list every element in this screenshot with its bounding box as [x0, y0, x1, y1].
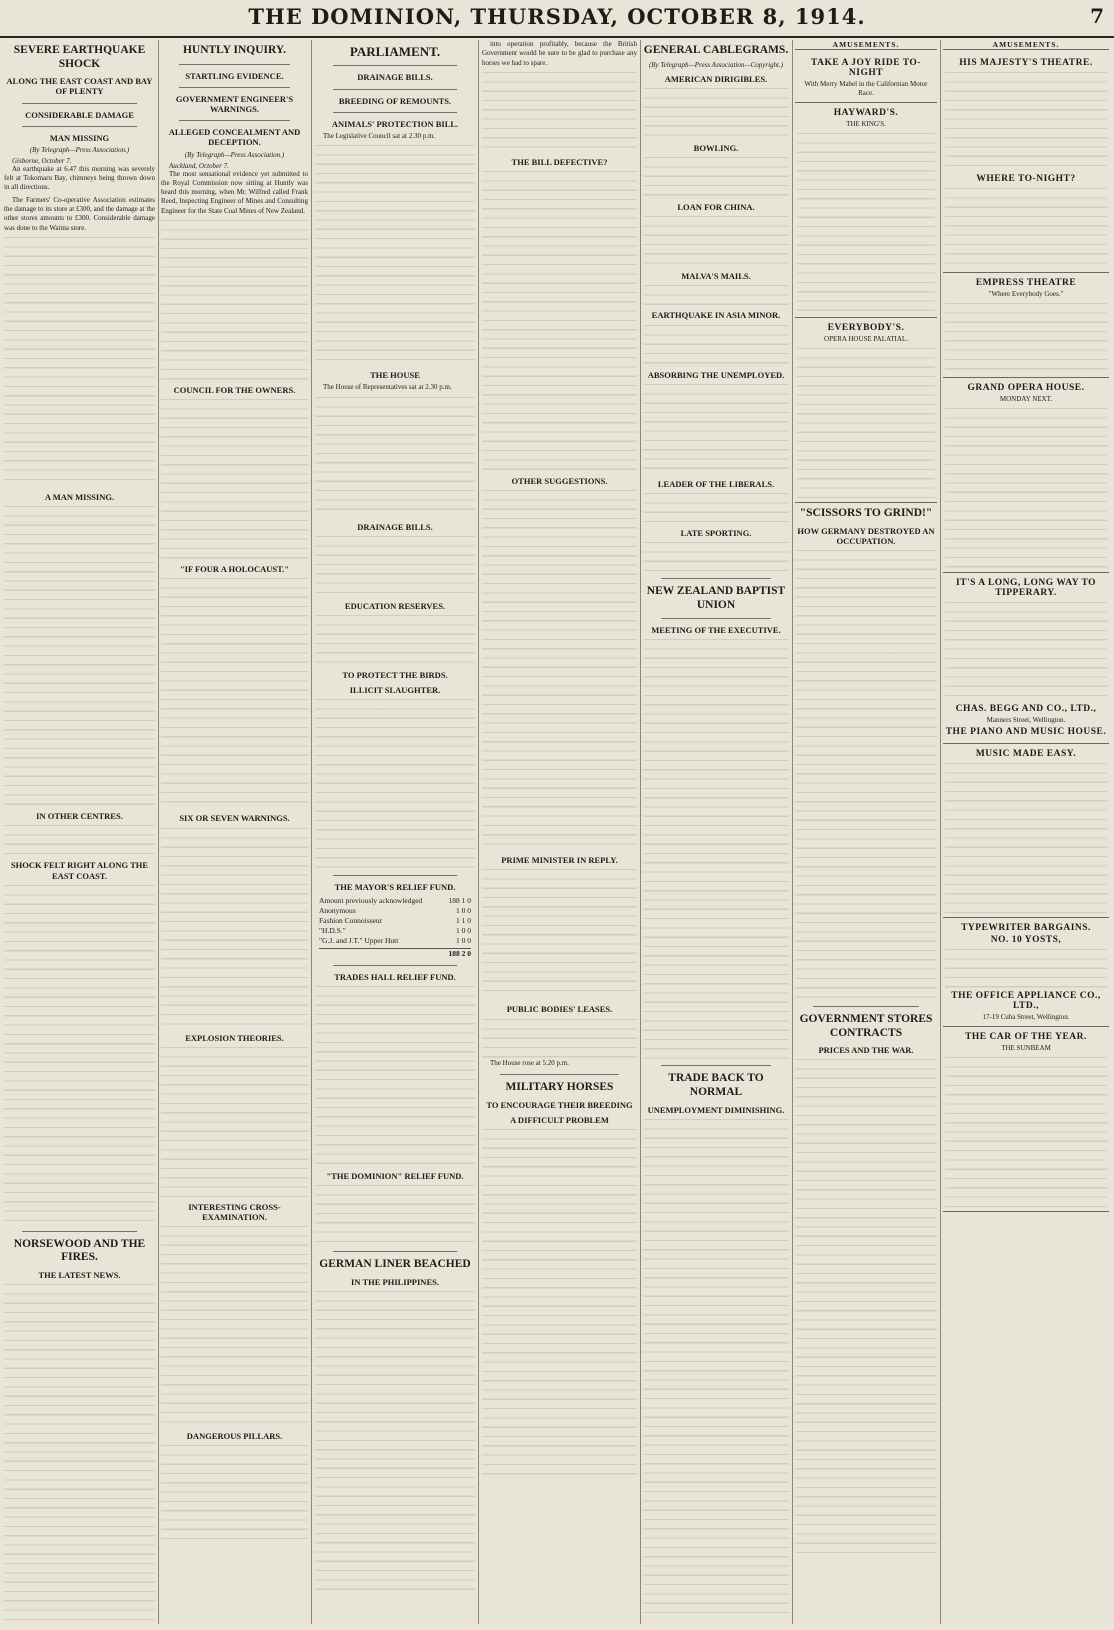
body-text-block: [482, 171, 637, 471]
ad-body: [797, 133, 935, 313]
column-rule: [940, 40, 941, 1624]
fund-amount: 1 1 0: [456, 915, 471, 925]
article-subhead: UNEMPLOYMENT DIMINISHING.: [647, 1104, 785, 1115]
column-rule: [311, 40, 312, 1624]
column-5: [643, 40, 789, 1624]
divider: [661, 618, 771, 619]
divider: [179, 64, 290, 65]
byline: (By Telegraph—Press Association.): [29, 145, 130, 154]
body-text-block: [315, 699, 475, 869]
body-text-block: [4, 237, 155, 487]
byline: (By Telegraph—Press Association—Copyright.): [648, 60, 784, 69]
divider: [22, 1231, 137, 1232]
ad-text: "Where Everybody Goes.": [988, 290, 1064, 298]
ad-text: THE KING'S.: [846, 120, 886, 128]
ad-headline: GRAND OPERA HOUSE.: [967, 383, 1085, 393]
article-paragraph: The most sensational evidence yet submitted to the Royal Commission now sitting at Huntly was heard this morning, when Mr. Wilfred called Frank Reed, Inspecting Engineer of Mines and Consulting Engineer for the State Coal Mines of New Zealand.: [161, 169, 308, 215]
table-row: [319, 906, 471, 916]
article-subhead: THE BILL DEFECTIVE?: [511, 156, 608, 167]
advertisement: [943, 273, 1109, 378]
divider: [661, 1065, 771, 1066]
body-text-block: [643, 157, 789, 197]
body-text-block: [643, 493, 789, 523]
article-subhead: PRICES AND THE WAR.: [818, 1045, 914, 1056]
article-subhead: PRIME MINISTER IN REPLY.: [501, 855, 618, 866]
masthead-title: THE DOMINION, THURSDAY, OCTOBER 8, 1914.: [248, 4, 866, 29]
article-subhead: EXPLOSION THEORIES.: [185, 1032, 284, 1043]
article-subhead: DRAINAGE BILLS.: [357, 72, 433, 83]
article-subhead: ANIMALS' PROTECTION BILL.: [331, 118, 459, 129]
article-subhead: LOAN FOR CHINA.: [677, 201, 755, 212]
advertisement: [943, 1027, 1109, 1212]
ad-body: [945, 1057, 1107, 1207]
article-subhead: BREEDING OF REMOUNTS.: [338, 95, 452, 106]
article-headline: NEW ZEALAND BAPTIST UNION: [646, 585, 786, 611]
dateline: Auckland, October 7.: [169, 161, 229, 170]
fund-amount: 1 0 0: [456, 935, 471, 945]
body-text-block: [315, 1185, 475, 1245]
article-subhead: AMERICAN DIRIGIBLES.: [664, 73, 768, 84]
section-heading: AMUSEMENTS.: [943, 40, 1109, 50]
body-text-block: [161, 1047, 308, 1197]
ad-text: OPERA HOUSE PALATIAL.: [824, 335, 908, 343]
article-subhead: DANGEROUS PILLARS.: [186, 1431, 283, 1442]
advertisement: [795, 318, 937, 503]
ad-body: [945, 72, 1107, 172]
article-subhead: BOWLING.: [693, 142, 739, 153]
ad-headline: CHAS. BEGG AND CO., LTD.,: [955, 704, 1097, 714]
ad-body: [945, 763, 1107, 913]
article-subhead: COUNCIL FOR THE OWNERS.: [173, 384, 296, 395]
divider: [333, 965, 457, 966]
body-text-block: [161, 1445, 308, 1545]
ad-headline: THE PIANO AND MUSIC HOUSE.: [945, 727, 1107, 737]
article-subhead: MALVA'S MAILS.: [681, 271, 751, 282]
fund-amount: 1 0 0: [456, 905, 471, 915]
body-text-block: [643, 1119, 789, 1619]
body-text-block: [643, 639, 789, 1059]
ad-headline: THE CAR OF THE YEAR.: [965, 1032, 1087, 1042]
ad-headline: EMPRESS THEATRE: [975, 278, 1077, 288]
fund-label: Anonymous: [319, 905, 356, 915]
divider: [179, 87, 290, 88]
column-1: [4, 40, 155, 1624]
body-text-block: [315, 615, 475, 665]
article-paragraph: The House rose at 5.20 p.m.: [490, 1058, 569, 1067]
article-subhead: ALLEGED CONCEALMENT AND DECEPTION.: [168, 127, 301, 148]
advertisement: [943, 918, 1109, 1027]
article-subhead: CONSIDERABLE DAMAGE: [25, 109, 134, 120]
ad-headline: TYPEWRITER BARGAINS.: [961, 923, 1091, 933]
fund-title: "THE DOMINION" RELIEF FUND.: [326, 1170, 464, 1181]
table-row: [319, 916, 471, 926]
article-headline: MILITARY HORSES: [505, 1080, 614, 1093]
body-text-block: [643, 88, 789, 138]
article-headline: HUNTLY INQUIRY.: [182, 44, 287, 56]
body-text-block: [4, 506, 155, 806]
body-text-block: [482, 1019, 637, 1059]
page-number: 7: [1090, 4, 1104, 28]
body-text-block: [482, 72, 637, 152]
fund-title: THE MAYOR'S RELIEF FUND.: [334, 882, 456, 893]
column-rule: [478, 40, 479, 1624]
fund-label: "G.J. and J.T." Upper Hutt: [319, 935, 399, 945]
article-subhead: GOVERNMENT ENGINEER'S WARNINGS.: [175, 93, 294, 114]
article-subhead: TO PROTECT THE BIRDS.: [342, 670, 448, 681]
article-subhead: LEADER OF THE LIBERALS.: [657, 478, 775, 489]
ad-headline: TAKE A JOY RIDE TO-NIGHT: [811, 58, 921, 78]
column-rule: [792, 40, 793, 1624]
body-text-block: [4, 885, 155, 1225]
article-headline: GENERAL CABLEGRAMS.: [643, 44, 789, 56]
body-text-block: [161, 1226, 308, 1426]
article-headline: GOVERNMENT STORES CONTRACTS: [799, 1012, 933, 1039]
article-subhead: EARTHQUAKE IN ASIA MINOR.: [651, 310, 781, 321]
article-subhead: THE HOUSE: [370, 370, 420, 381]
divider: [22, 103, 137, 104]
advertisement: [943, 744, 1109, 918]
column-3: [315, 40, 475, 1624]
divider: [813, 1006, 919, 1007]
ad-text: With Merry Mabel in the Californian Motor Race.: [804, 80, 928, 97]
ad-text: THE SUNBEAM: [1001, 1044, 1051, 1052]
article-subhead: STARTLING EVIDENCE.: [185, 70, 284, 81]
article-paragraph: An earthquake at 6.47 this morning was severely felt at Tokomaru Bay, chimneys being thrown down in all directions.: [4, 164, 155, 192]
ad-body: [945, 303, 1107, 373]
ad-headline: MUSIC MADE EASY.: [975, 749, 1077, 759]
article-subhead: TO ENCOURAGE THEIR BREEDING: [486, 1099, 633, 1110]
article-subhead: LATE SPORTING.: [680, 527, 752, 538]
table-row: [319, 936, 471, 946]
ad-headline: IT'S A LONG, LONG WAY TO TIPPERARY.: [955, 578, 1097, 598]
ad-body: [797, 348, 935, 498]
body-text-block: [482, 490, 637, 850]
advertisement: [943, 53, 1109, 273]
fund-label: "H.D.S.": [319, 925, 346, 935]
divider: [179, 120, 290, 121]
ad-headline: WHERE TO-NIGHT?: [976, 174, 1076, 184]
dateline: Gisborne, October 7.: [12, 156, 72, 165]
body-text-block: [315, 536, 475, 596]
divider: [333, 89, 457, 90]
ad-headline: NO. 10 YOSTS,: [990, 935, 1062, 945]
ad-headline: THE OFFICE APPLIANCE CO., LTD.,: [951, 991, 1101, 1011]
divider: [333, 112, 457, 113]
article-subhead: A MAN MISSING.: [44, 491, 115, 502]
fund-amount: 188 1 0: [448, 895, 471, 905]
article-paragraph: into operation profitably, because the British Government would be sure to be glad to purchase any horses we had to spare.: [482, 40, 637, 67]
article-subhead: INTERESTING CROSS-EXAMINATION.: [188, 1201, 281, 1222]
article-headline: "SCISSORS TO GRIND!": [799, 507, 933, 519]
body-text-block: [315, 145, 475, 365]
body-text-block: [315, 1291, 475, 1591]
byline: (By Telegraph—Press Association.): [184, 150, 285, 159]
body-text-block: [643, 216, 789, 266]
ad-body: [945, 602, 1107, 702]
ad-text: 17-19 Cuba Street, Wellington.: [982, 1013, 1070, 1021]
ad-body: [945, 949, 1107, 989]
fund-label: Fashion Connoisseur: [319, 915, 383, 925]
body-text-block: [161, 399, 308, 559]
advertisement: [795, 103, 937, 318]
divider: [661, 578, 771, 579]
body-text-block: [161, 578, 308, 808]
article-headline: GERMAN LINER BEACHED: [319, 1257, 471, 1270]
column-7: [943, 40, 1109, 1624]
column-6: [795, 40, 937, 1624]
article-subhead: DRAINAGE BILLS.: [357, 521, 433, 532]
ad-body: [945, 408, 1107, 568]
ad-headline: HAYWARD'S.: [833, 108, 899, 118]
article-subhead: ABSORBING THE UNEMPLOYED.: [647, 369, 785, 380]
body-text-block: [795, 550, 937, 1000]
divider: [500, 1074, 619, 1075]
advertisement: [943, 378, 1109, 573]
advertisement: [943, 573, 1109, 744]
article-headline: TRADE BACK TO NORMAL: [668, 1072, 764, 1098]
article-headline: SEVERE EARTHQUAKE SHOCK: [13, 44, 146, 70]
ad-text: MONDAY NEXT.: [999, 395, 1053, 403]
divider: [22, 126, 137, 127]
article-subhead: OTHER SUGGESTIONS.: [511, 476, 608, 487]
body-text-block: [315, 397, 475, 517]
column-rule: [640, 40, 641, 1624]
section-heading: AMUSEMENTS.: [795, 40, 937, 50]
article-headline: PARLIAMENT.: [349, 44, 441, 59]
article-subhead: MEETING OF THE EXECUTIVE.: [651, 625, 781, 636]
masthead: [0, 0, 1114, 38]
fund-amount: 1 0 0: [456, 925, 471, 935]
ad-headline: HIS MAJESTY'S THEATRE.: [959, 58, 1093, 68]
table-row: [319, 896, 471, 906]
advertisement: [795, 53, 937, 103]
table-total: [319, 948, 471, 959]
article-subhead: ALONG THE EAST COAST AND BAY OF PLENTY: [6, 76, 153, 97]
ad-text: Manners Street, Wellington.: [986, 716, 1066, 724]
body-text-block: [315, 986, 475, 1166]
article-subhead: SHOCK FELT RIGHT ALONG THE EAST COAST.: [10, 860, 149, 881]
body-text-block: [4, 1284, 155, 1624]
column-4: [482, 40, 637, 1624]
column-2: [161, 40, 308, 1624]
article-subhead: IN OTHER CENTRES.: [36, 811, 123, 822]
article-subhead: HOW GERMANY DESTROYED AN OCCUPATION.: [797, 525, 935, 546]
fund-label: Amount previously acknowledged: [319, 895, 423, 905]
body-text-block: [482, 1129, 637, 1479]
fund-amount: 188 2 0: [448, 948, 471, 958]
body-text-block: [643, 325, 789, 365]
column-rule: [158, 40, 159, 1624]
article-subhead: A DIFFICULT PROBLEM: [510, 1114, 609, 1125]
article-subhead: "IF FOUR A HOLOCAUST.": [179, 564, 290, 575]
article-subhead: ILLICIT SLAUGHTER.: [349, 685, 441, 696]
article-subhead: EDUCATION RESERVES.: [344, 600, 446, 611]
article-paragraph: The House of Representatives sat at 2.30 p.m.: [323, 383, 452, 392]
article-subhead: MAN MISSING: [49, 132, 110, 143]
article-subhead: THE LATEST NEWS.: [38, 1269, 121, 1280]
body-text-block: [161, 828, 308, 1028]
article-subhead: SIX OR SEVEN WARNINGS.: [179, 813, 290, 824]
divider: [333, 875, 457, 876]
body-text-block: [161, 220, 308, 380]
body-text-block: [643, 384, 789, 474]
body-text-block: [643, 285, 789, 305]
body-text-block: [4, 825, 155, 855]
table-row: [319, 926, 471, 936]
article-headline: NORSEWOOD AND THE FIRES.: [13, 1237, 146, 1264]
ad-headline: EVERYBODY'S.: [827, 323, 905, 333]
fund-title: TRADES HALL RELIEF FUND.: [334, 971, 456, 982]
ad-body: [945, 188, 1107, 268]
body-text-block: [482, 869, 637, 999]
article-subhead: PUBLIC BODIES' LEASES.: [506, 1004, 613, 1015]
divider: [333, 65, 457, 66]
fund-table: [319, 896, 471, 959]
article-subhead: IN THE PHILIPPINES.: [351, 1276, 439, 1287]
body-text-block: [643, 542, 789, 572]
body-text-block: [795, 1059, 937, 1559]
article-paragraph: The Farmers' Co-operative Association estimates the damage to its store at £300, and the damage at the other stores amounts to £300. Considerable damage was done to the Waima store.: [4, 195, 155, 232]
article-paragraph: The Legislative Council sat at 2.30 p.m.: [323, 131, 436, 140]
divider: [333, 1251, 457, 1252]
